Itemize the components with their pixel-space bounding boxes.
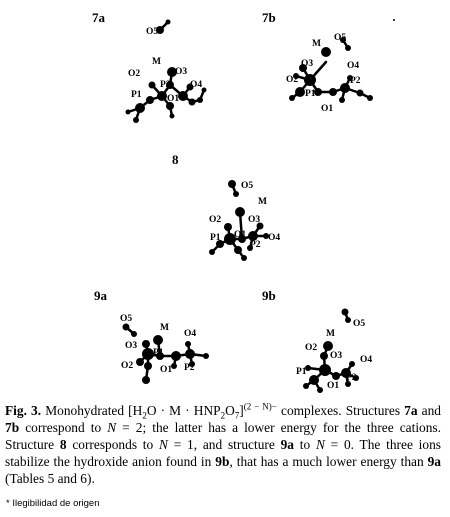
- atom-label-O3: O3: [248, 215, 261, 225]
- figure-caption: Fig. 3. Monohydrated $[H_2O \cdot M \cdot HNP_2O_7]^{(2 - N)-}$ complexes. Structures 7a and 7b correspond to N = 2; the latter has a lower energy for the three cations. Structure 8 corresponds to N = 1, and structure 9a to N = 0. The three ions stabilize the hydroxide anion found in 9b, that has a much lower energy than 9a (Tables 5 and 6).: [5, 401, 441, 486]
- atom-label-O5: O5: [241, 181, 254, 191]
- atom-label-O4: O4: [184, 329, 197, 339]
- structure-8: [172, 152, 280, 261]
- atom-label-P2: P2: [350, 76, 361, 86]
- atom-label-P1: P1: [153, 348, 164, 358]
- atom-label-O3: O3: [125, 341, 138, 351]
- atom-label-O1: O1: [160, 365, 173, 375]
- atom-label-O4: O4: [360, 355, 373, 365]
- atom-label-P2: P2: [250, 240, 261, 250]
- atom-label-O5: O5: [146, 27, 159, 37]
- atom-label-M: M: [312, 39, 321, 49]
- atom-label-O2: O2: [209, 215, 222, 225]
- atom-label-M: M: [326, 329, 335, 339]
- atom-label-O3: O3: [330, 351, 343, 361]
- atom-label-P2: P2: [184, 363, 195, 373]
- atom-label-O2: O2: [286, 75, 299, 85]
- atom-label-O3: O3: [301, 59, 314, 69]
- atom-label-M: M: [160, 323, 169, 333]
- atom-label-O1: O1: [167, 94, 180, 104]
- atom-label-P2: P2: [160, 80, 171, 90]
- atom-label-O4: O4: [347, 61, 360, 71]
- atom-label-O5: O5: [353, 319, 366, 329]
- atom-label-O1: O1: [234, 230, 247, 240]
- atom-label-O3: O3: [175, 67, 188, 77]
- atom-label-O2: O2: [128, 69, 141, 79]
- atom-label-O1: O1: [327, 381, 340, 391]
- atom-label-O2: O2: [305, 343, 318, 353]
- atom-label-P1: P1: [131, 90, 142, 100]
- panel-label-7a: 7a: [92, 10, 105, 25]
- atom-label-M: M: [152, 57, 161, 67]
- structure-7b: [262, 10, 395, 114]
- panel-label-9b: 9b: [262, 288, 276, 303]
- structure-9b: [262, 288, 372, 393]
- structure-9a: [94, 288, 209, 384]
- atom-label-P1: P1: [210, 233, 221, 243]
- atom-label-P1: P1: [296, 367, 307, 377]
- atom-label-O4: O4: [268, 233, 281, 243]
- atom-label-O5: O5: [334, 33, 347, 43]
- atom-label-P2: P2: [346, 373, 357, 383]
- figure-number: Fig. 3.: [5, 403, 42, 418]
- atom-label-O4: O4: [190, 80, 203, 90]
- footnote: * Ilegibilidad de origen: [6, 498, 100, 509]
- atom-label-O2: O2: [121, 361, 134, 371]
- atom-label-O5: O5: [120, 314, 133, 324]
- atom-label-O1: O1: [321, 104, 334, 114]
- panel-label-9a: 9a: [94, 288, 107, 303]
- panel-label-8: 8: [172, 152, 179, 167]
- panel-label-7b: 7b: [262, 10, 276, 25]
- atom-label-P1: P1: [305, 89, 316, 99]
- atom-label-M: M: [258, 197, 267, 207]
- structure-7a: [92, 10, 207, 123]
